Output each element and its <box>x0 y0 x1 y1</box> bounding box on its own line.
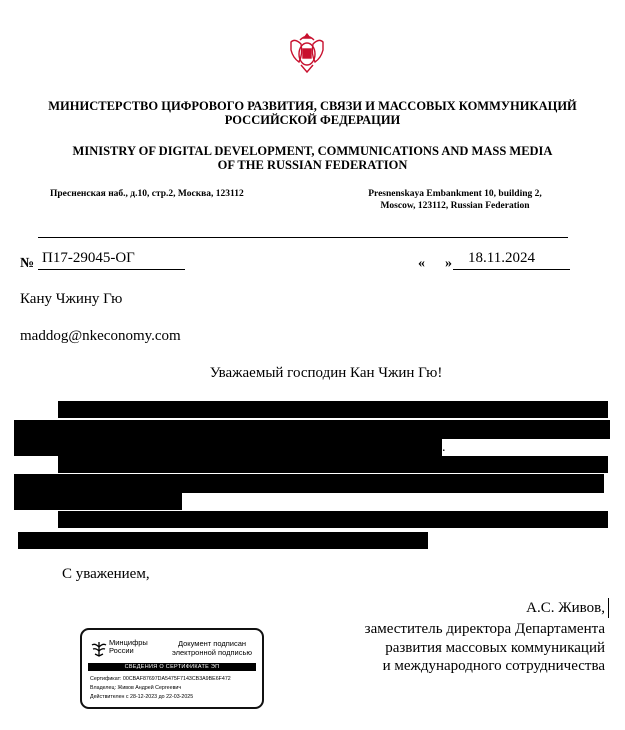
date-underline <box>453 269 570 270</box>
certificate-info-bar: СВЕДЕНИЯ О СЕРТИФИКАТЕ ЭП <box>88 663 256 671</box>
header-divider <box>38 237 568 238</box>
stamp-title: Документ подписан электронной подписью <box>171 639 253 657</box>
closing-phrase: С уважением, <box>62 566 150 582</box>
signer-position: заместитель директора Департамента развития массовых коммуникаций и международного сотрудничества <box>364 621 605 674</box>
coat-of-arms-icon <box>285 28 329 80</box>
redaction-block <box>58 401 608 418</box>
certificate-id: Сертификат: 00CBAF87697DA5475F7143CB3A9BE6F472 <box>90 676 231 682</box>
greeting: Уважаемый господин Кан Чжин Гю! <box>209 365 443 381</box>
ministry-logo-icon <box>89 639 109 659</box>
number-underline <box>38 269 185 270</box>
redaction-block <box>14 493 182 510</box>
ministry-name-ru: МИНИСТЕРСТВО ЦИФРОВОГО РАЗВИТИЯ, СВЯЗИ И МАССОВЫХ КОММУНИКАЦИЙ РОССИЙСКОЙ ФЕДЕРАЦИИ <box>48 99 577 127</box>
redaction-block <box>14 439 442 456</box>
redaction-block <box>14 474 604 493</box>
date-quote-open: « <box>418 256 425 271</box>
addressee-name: Кану Чжину Гю <box>20 291 123 307</box>
letter-number: П17-29045-ОГ <box>42 250 135 266</box>
letter-date: 18.11.2024 <box>468 250 535 266</box>
redaction-block <box>14 420 610 439</box>
redaction-block <box>58 511 608 528</box>
address-en: Presnenskaya Embankment 10, building 2, Moscow, 123112, Russian Federation <box>368 189 542 211</box>
redaction-block <box>58 456 608 473</box>
ministry-name-en: MINISTRY OF DIGITAL DEVELOPMENT, COMMUNICATIONS AND MASS MEDIA OF THE RUSSIAN FEDERATION <box>72 144 553 172</box>
address-ru: Пресненская наб., д.10, стр.2, Москва, 123112 <box>50 189 244 199</box>
date-quote-close: » <box>445 256 452 271</box>
certificate-owner: Владелец: Живов Андрей Сергеевич <box>90 685 182 691</box>
number-label: № <box>20 256 35 271</box>
e-signature-stamp <box>80 628 264 709</box>
stamp-org: Минцифры России <box>109 638 148 655</box>
signer-name: А.С. Живов, <box>526 600 605 617</box>
addressee-email: maddog@nkeconomy.com <box>20 328 181 344</box>
redaction-block <box>18 532 428 549</box>
trailing-period: . <box>442 440 446 455</box>
certificate-validity: Действителен с 28-12-2023 до 22-03-2025 <box>90 694 194 700</box>
